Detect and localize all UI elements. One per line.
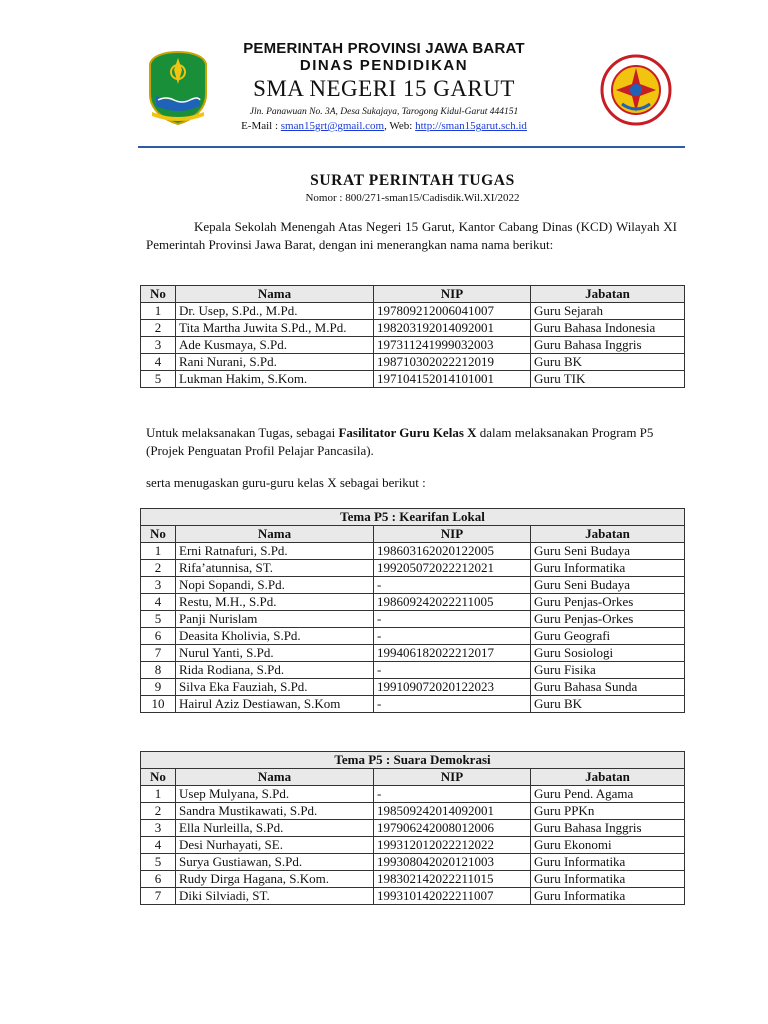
cell-no: 5 [141,371,176,388]
cell-no: 5 [141,854,176,871]
cell-nama: Rudy Dirga Hagana, S.Kom. [176,871,374,888]
table-row [141,662,685,679]
cell-nip: - [374,662,531,679]
table-row [141,337,685,354]
header-jabatan: Jabatan [531,769,685,786]
table-row [141,354,685,371]
header-nip: NIP [374,769,531,786]
cell-jabatan: Guru Informatika [531,854,685,871]
tema-title: Tema P5 : Suara Demokrasi [141,752,685,769]
cell-nip: 199308042020121003 [374,854,531,871]
cell-no: 3 [141,577,176,594]
cell-no: 4 [141,354,176,371]
cell-nip: - [374,696,531,713]
cell-jabatan: Guru Bahasa Inggris [531,337,685,354]
cell-no: 10 [141,696,176,713]
cell-nip: - [374,628,531,645]
cell-nip: 198302142022211015 [374,871,531,888]
cell-nip: 198609242022211005 [374,594,531,611]
table-row [141,679,685,696]
cell-no: 8 [141,662,176,679]
cell-no: 3 [141,337,176,354]
web-label: , Web: [384,120,413,132]
cell-jabatan: Guru Informatika [531,888,685,905]
letter-number: Nomor : 800/271-sman15/Cadisdik.Wil.XI/2022 [305,192,520,204]
assign-paragraph: serta menugaskan guru-guru kelas X sebagai berikut : [146,475,426,490]
header-no: No [141,286,176,303]
cell-nip: 199205072022212021 [374,560,531,577]
table-row [141,611,685,628]
header-nama: Nama [176,769,374,786]
letterhead-department: DINAS PENDIDIKAN [299,57,469,74]
cell-no: 1 [141,786,176,803]
letterhead-contact [200,119,568,133]
cell-jabatan: Guru Bahasa Sunda [531,679,685,696]
website-link[interactable]: http://sman15garut.sch.id [415,120,527,132]
table-row [141,303,685,320]
task-text-before: Untuk melaksanakan Tugas, sebagai [146,425,339,440]
cell-nip: 199406182022212017 [374,645,531,662]
table-row [141,594,685,611]
cell-nama: Rifa’atunnisa, ST. [176,560,374,577]
cell-no: 2 [141,803,176,820]
cell-nama: Erni Ratnafuri, S.Pd. [176,543,374,560]
letterhead-address: Jln. Panawuan No. 3A, Desa Sukajaya, Tarogong Kidul-Garut 444151 [249,107,519,117]
header-nip: NIP [374,526,531,543]
table-header-row [141,526,685,543]
cell-nama: Lukman Hakim, S.Kom. [176,371,374,388]
cell-nama: Ella Nurleilla, S.Pd. [176,820,374,837]
tema-title: Tema P5 : Kearifan Lokal [141,509,685,526]
cell-jabatan: Guru PPKn [531,803,685,820]
table-row [141,371,685,388]
cell-nip: 199312012022212022 [374,837,531,854]
header-jabatan: Jabatan [531,526,685,543]
letterhead [200,40,568,133]
table-row [141,543,685,560]
cell-no: 5 [141,611,176,628]
table-header-row [141,769,685,786]
cell-jabatan: Guru Penjas-Orkes [531,611,685,628]
cell-nama: Nurul Yanti, S.Pd. [176,645,374,662]
letterhead-school-name: SMA NEGERI 15 GARUT [253,76,515,101]
task-role: Fasilitator Guru Kelas X [338,425,477,440]
email-label: E-Mail : [241,120,279,132]
cell-nip: 199310142022211007 [374,888,531,905]
cell-no: 4 [141,837,176,854]
cell-jabatan: Guru Sosiologi [531,645,685,662]
cell-no: 1 [141,303,176,320]
cell-no: 1 [141,543,176,560]
cell-nip: - [374,611,531,628]
cell-nama: Usep Mulyana, S.Pd. [176,786,374,803]
letterhead-divider [138,146,685,148]
table-header-row [141,286,685,303]
intro-paragraph: Kepala Sekolah Menengah Atas Negeri 15 Garut, Kantor Cabang Dinas (KCD) Wilayah XI Pemerintah Provinsi Jawa Barat, dengan ini menerangkan nama nama berikut: [146,219,677,252]
cell-nama: Tita Martha Juwita S.Pd., M.Pd. [176,320,374,337]
cell-jabatan: Guru Seni Budaya [531,577,685,594]
cell-nama: Surya Gustiawan, S.Pd. [176,854,374,871]
cell-nip: 197906242008012006 [374,820,531,837]
cell-nama: Deasita Kholivia, S.Pd. [176,628,374,645]
school-logo-icon [600,54,672,126]
header-nama: Nama [176,526,374,543]
header-nama: Nama [176,286,374,303]
cell-jabatan: Guru Bahasa Indonesia [531,320,685,337]
table-row [141,803,685,820]
table-row [141,577,685,594]
letter-title: SURAT PERINTAH TUGAS [310,172,515,189]
cell-nip: 197104152014101001 [374,371,531,388]
cell-jabatan: Guru Geografi [531,628,685,645]
cell-nama: Dr. Usep, S.Pd., M.Pd. [176,303,374,320]
cell-nama: Desi Nurhayati, SE. [176,837,374,854]
cell-nip: - [374,786,531,803]
cell-nip: 197809212006041007 [374,303,531,320]
cell-nama: Rani Nurani, S.Pd. [176,354,374,371]
cell-nama: Diki Silviadi, ST. [176,888,374,905]
cell-nip: - [374,577,531,594]
staff-table [140,285,685,388]
task-text-after: dalam melaksanakan Program P5 (Projek Penguatan Profil Pelajar Pancasila). [146,425,654,458]
cell-nip: 198603162020122005 [374,543,531,560]
cell-no: 7 [141,888,176,905]
header-no: No [141,769,176,786]
cell-no: 9 [141,679,176,696]
cell-no: 7 [141,645,176,662]
cell-jabatan: Guru Fisika [531,662,685,679]
table-row [141,854,685,871]
cell-no: 6 [141,628,176,645]
cell-no: 6 [141,871,176,888]
cell-nama: Ade Kusmaya, S.Pd. [176,337,374,354]
cell-nama: Rida Rodiana, S.Pd. [176,662,374,679]
cell-nip: 197311241999032003 [374,337,531,354]
cell-nama: Panji Nurislam [176,611,374,628]
table-row [141,645,685,662]
cell-jabatan: Guru Informatika [531,871,685,888]
cell-nama: Hairul Aziz Destiawan, S.Kom [176,696,374,713]
cell-no: 4 [141,594,176,611]
cell-nama: Restu, M.H., S.Pd. [176,594,374,611]
tema-title-row [141,509,685,526]
cell-no: 2 [141,320,176,337]
header-no: No [141,526,176,543]
cell-nip: 198203192014092001 [374,320,531,337]
cell-jabatan: Guru Ekonomi [531,837,685,854]
cell-nip: 198710302022212019 [374,354,531,371]
cell-jabatan: Guru Pend. Agama [531,786,685,803]
table-row [141,786,685,803]
cell-nama: Nopi Sopandi, S.Pd. [176,577,374,594]
cell-jabatan: Guru Bahasa Inggris [531,820,685,837]
table-row [141,696,685,713]
cell-jabatan: Guru BK [531,354,685,371]
cell-jabatan: Guru Seni Budaya [531,543,685,560]
table-row [141,320,685,337]
table-row [141,871,685,888]
cell-nip: 199109072020122023 [374,679,531,696]
header-jabatan: Jabatan [531,286,685,303]
cell-jabatan: Guru TIK [531,371,685,388]
cell-nip: 198509242014092001 [374,803,531,820]
table-row [141,820,685,837]
task-paragraph [146,424,677,459]
cell-jabatan: Guru BK [531,696,685,713]
cell-no: 3 [141,820,176,837]
header-nip: NIP [374,286,531,303]
table-row [141,628,685,645]
email-link[interactable]: sman15grt@gmail.com [280,120,385,132]
table-row [141,888,685,905]
tema-title-row [141,752,685,769]
table-row [141,560,685,577]
tema-suara-demokrasi-table [140,751,685,905]
cell-jabatan: Guru Informatika [531,560,685,577]
cell-jabatan: Guru Sejarah [531,303,685,320]
tema-kearifan-lokal-table [140,508,685,713]
cell-no: 2 [141,560,176,577]
cell-nama: Silva Eka Fauziah, S.Pd. [176,679,374,696]
letterhead-government: PEMERINTAH PROVINSI JAWA BARAT [243,40,525,57]
cell-jabatan: Guru Penjas-Orkes [531,594,685,611]
table-row [141,837,685,854]
cell-nama: Sandra Mustikawati, S.Pd. [176,803,374,820]
